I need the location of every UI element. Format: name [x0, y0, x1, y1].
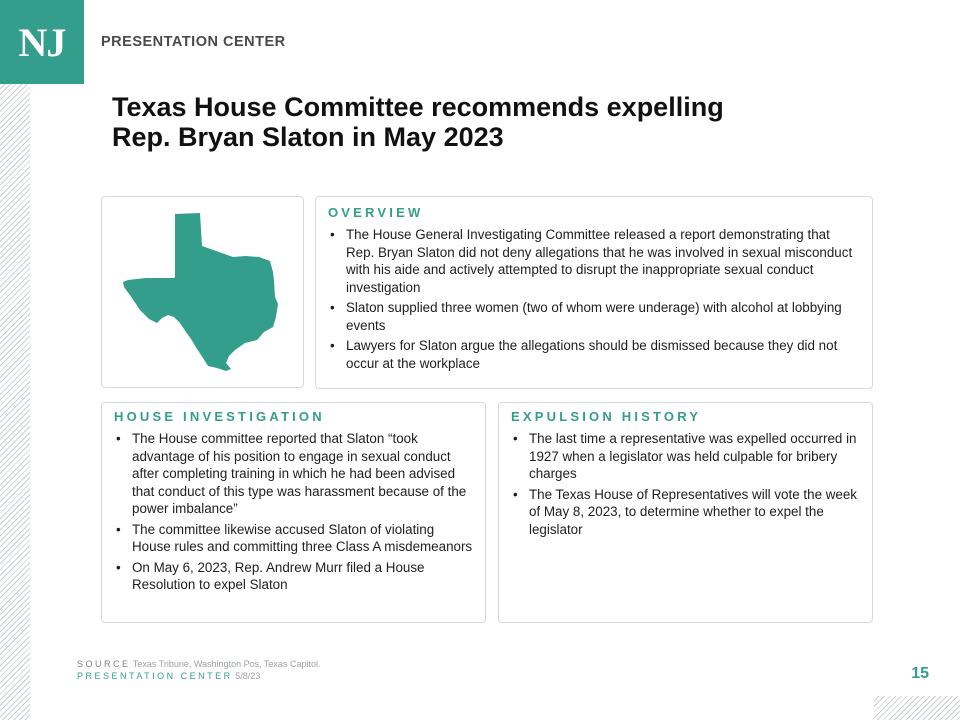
list-item: • The committee likewise accused Slaton of violating House rules and committing three Class A misdemeanors [114, 521, 473, 556]
overview-list [328, 226, 860, 372]
slide-title-line-2: Rep. Bryan Slaton in May 2023 [112, 122, 504, 152]
list-item: • Lawyers for Slaton argue the allegations should be dismissed because they did not occur at the workplace [328, 337, 860, 372]
source-label: SOURCE [77, 659, 131, 669]
overview-heading: OVERVIEW [328, 205, 424, 220]
expulsion-history-heading: EXPULSION HISTORY [511, 409, 702, 424]
decorative-hatch-left [0, 84, 30, 720]
expulsion-history-card [498, 402, 873, 623]
texas-state-map-icon [118, 211, 288, 376]
decorative-hatch-bottom-right [874, 696, 960, 720]
footer-pc-label: PRESENTATION CENTER [77, 671, 233, 681]
overview-card [315, 196, 873, 389]
slide-title-line-1: Texas House Committee recommends expelling [112, 92, 724, 122]
source-text: Texas Tribune, Washington Pos, Texas Capitol. [132, 659, 321, 669]
house-investigation-list [114, 430, 473, 594]
house-investigation-heading: HOUSE INVESTIGATION [114, 409, 325, 424]
list-item: • The Texas House of Representatives will vote the week of May 8, 2023, to determine whether to expel the legislator [511, 486, 860, 539]
expulsion-history-list [511, 430, 860, 538]
slide-title [112, 92, 872, 152]
footer-presentation-center [77, 671, 260, 681]
list-item: • The House General Investigating Committee released a report demonstrating that Rep. Bryan Slaton did not deny allegations that he was involved in sexual misconduct with his aide and actively attempted to disrupt the inappropriate sexual conduct investigation [328, 226, 860, 296]
nj-logo: NJ [0, 0, 84, 84]
list-item: • The House committee reported that Slaton “took advantage of his position to engage in sexual conduct after completing training in which he had been advised that conduct of this type was harassment because of the power imbalance” [114, 430, 473, 518]
footer-date: 5/8/23 [235, 671, 261, 681]
house-investigation-card [101, 402, 486, 623]
list-item: • Slaton supplied three women (two of whom were underage) with alcohol at lobbying events [328, 299, 860, 334]
source-line [77, 659, 320, 669]
brand-name: PRESENTATION CENTER [101, 34, 286, 50]
texas-map-card [101, 196, 304, 388]
page-number: 15 [911, 665, 929, 682]
list-item: • The last time a representative was expelled occurred in 1927 when a legislator was held culpable for bribery charges [511, 430, 860, 483]
list-item: • On May 6, 2023, Rep. Andrew Murr filed a House Resolution to expel Slaton [114, 559, 473, 594]
